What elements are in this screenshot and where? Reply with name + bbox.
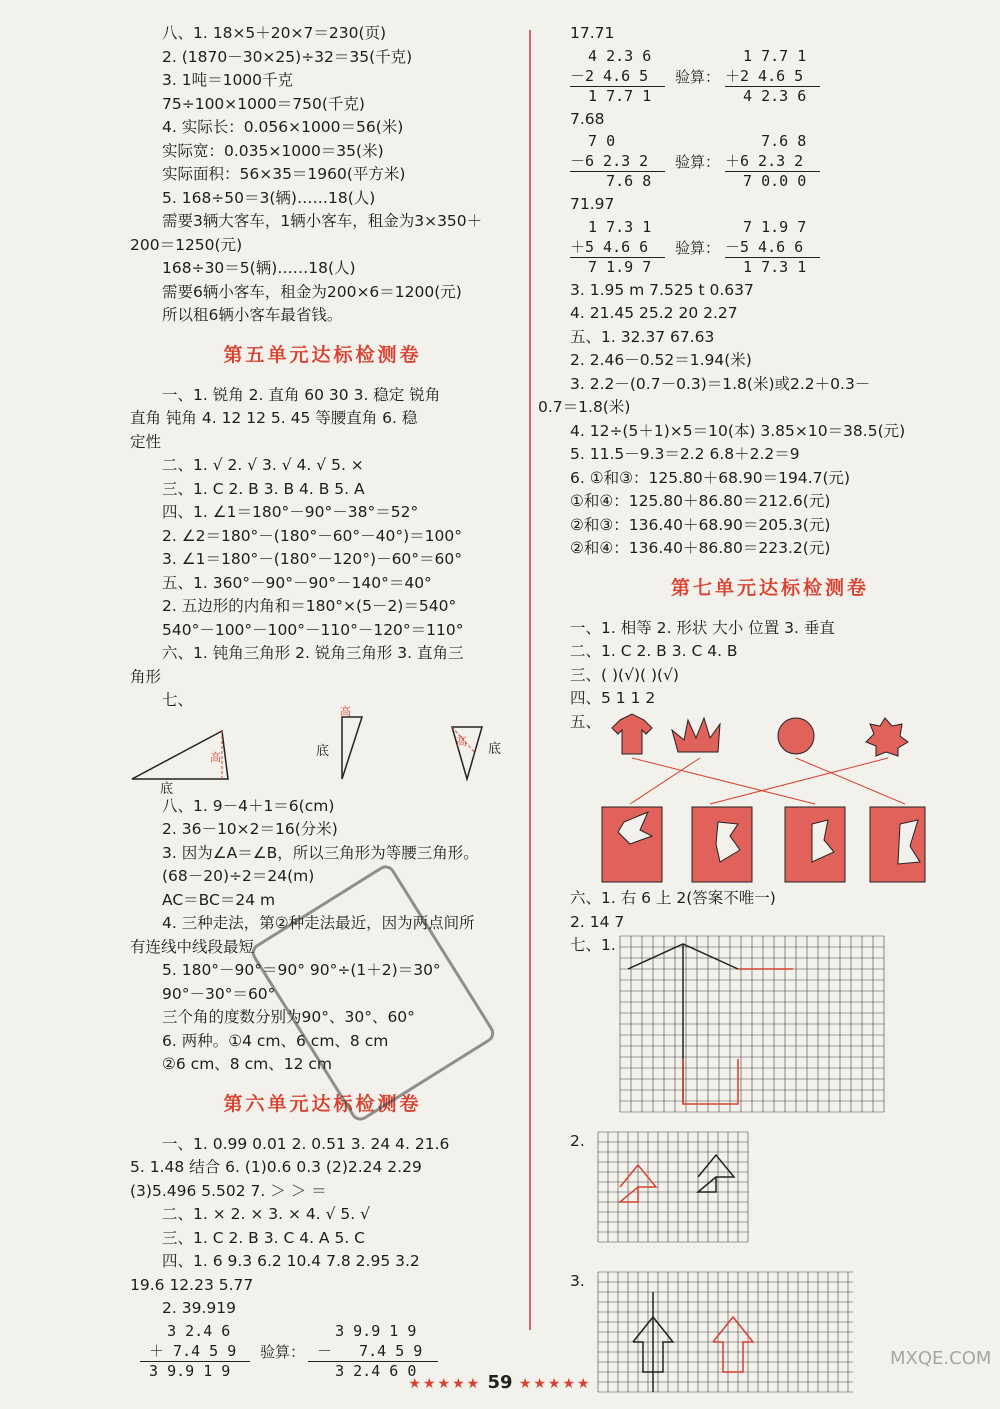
answer-line: 4. 21.45 25.2 20 2.27 bbox=[570, 304, 738, 322]
shirt-shape bbox=[612, 714, 652, 754]
answer-line: 四、1. ∠1＝180°－90°－38°＝52° bbox=[162, 503, 419, 521]
answer-line: 八、1. 18×5＋20×7＝230(页) bbox=[162, 24, 387, 42]
vertical-calculation bbox=[570, 217, 970, 279]
section-title-unit7: 第七单元达标检测卷 bbox=[670, 576, 869, 599]
answer-line: 19.6 12.23 5.77 bbox=[130, 1275, 254, 1294]
answer-line: 二、1. √ 2. √ 3. √ 4. √ 5. × bbox=[162, 456, 364, 474]
flower-cutout bbox=[870, 807, 925, 882]
house-shape-red bbox=[713, 1317, 753, 1372]
lantern-cutout bbox=[692, 807, 752, 882]
unit5-answers bbox=[130, 384, 515, 713]
answer-line: 90°－30°＝60° bbox=[162, 984, 276, 1003]
calc-rule bbox=[725, 86, 820, 87]
verify-label: 验算： bbox=[260, 1342, 306, 1361]
answer-line: 5. 1.48 结合 6. (1)0.6 0.3 (2)2.24 2.29 bbox=[130, 1158, 422, 1176]
calc-rule bbox=[725, 257, 820, 258]
grass-shape bbox=[672, 718, 720, 752]
question-label: 七、1. bbox=[570, 936, 616, 954]
section-title-unit6: 第六单元达标检测卷 bbox=[223, 1092, 422, 1115]
answer-line: 3. ∠1＝180°－(180°－120°)－60°＝60° bbox=[162, 550, 463, 568]
answer-line: 实际面积：56×35＝1960(平方米) bbox=[162, 165, 406, 183]
answer-line: 四、5 1 1 2 bbox=[570, 689, 656, 707]
unit6-answers bbox=[130, 1133, 515, 1321]
answer-line: 三、1. C 2. B 3. C 4. A 5. C bbox=[162, 1228, 365, 1247]
calc-rule bbox=[570, 171, 665, 172]
grid-lines bbox=[620, 936, 884, 1112]
answer-line: ②和③：136.40＋68.90＝205.3(元) bbox=[570, 515, 831, 534]
answer-line: 5. 11.5－9.3＝2.2 6.8＋2.2＝9 bbox=[570, 445, 800, 463]
answer-line: AC＝BC＝24 m bbox=[162, 890, 276, 909]
match-line-4 bbox=[710, 758, 888, 804]
calc-rule bbox=[725, 171, 820, 172]
answer-line: 六、1. 钝角三角形 2. 锐角三角形 3. 直角三 bbox=[162, 644, 464, 662]
height-label-3: 高 bbox=[456, 734, 467, 748]
answer-line: 2. 36－10×2＝16(分米) bbox=[162, 820, 338, 838]
answer-line: 4. 实际长：0.056×1000＝56(米) bbox=[162, 118, 404, 136]
grid-question-1 bbox=[570, 934, 970, 1116]
answer-line: 5. 168÷50＝3(辆)……18(人) bbox=[162, 188, 376, 207]
answer-line: 实际宽：0.035×1000＝35(米) bbox=[162, 141, 384, 160]
answer-line: 6. ①和③：125.80＋68.90＝194.7(元) bbox=[570, 468, 851, 487]
calc-rule bbox=[570, 86, 665, 87]
answer-line: 五、 bbox=[570, 712, 602, 731]
answer-line: 八、1. 9－4＋1＝6(cm) bbox=[162, 796, 335, 815]
site-watermark: MXQE.COM bbox=[890, 1348, 992, 1369]
tree-shape-black bbox=[698, 1155, 734, 1192]
verify-label: 验算： bbox=[675, 153, 721, 171]
answer-line: 角形 bbox=[130, 667, 162, 686]
answer-line: 2. ∠2＝180°－(180°－60°－40°)＝100° bbox=[162, 526, 463, 545]
answer-line: ①和④：125.80＋86.80＝212.6(元) bbox=[570, 492, 831, 510]
verify-label: 验算： bbox=[675, 238, 721, 257]
answer-line: 二、1. C 2. B 3. C 4. B bbox=[570, 642, 738, 660]
answer-block-8 bbox=[130, 22, 515, 328]
calc-left: 4 2.3 6 －2 4.6 5 1 7.7 1 bbox=[570, 46, 652, 105]
answer-line: 2. 五边形的内角和＝180°×(5－2)＝540° bbox=[162, 597, 457, 615]
grid-figure-1 bbox=[620, 936, 890, 1118]
right-triangle bbox=[342, 717, 362, 779]
calc-right: 7.6 8 ＋6 2.3 2 7 0.0 0 bbox=[725, 132, 807, 190]
answer-line: (3)5.496 5.502 7. ＞ ＞ ＝ bbox=[130, 1181, 327, 1200]
answer-line: 17.71 bbox=[570, 24, 615, 42]
answer-line: 2. (1870－30×25)÷32＝35(千克) bbox=[162, 47, 413, 66]
flower-shape bbox=[866, 718, 908, 756]
calc-left: 1 7.3 1 ＋5 4.6 6 7 1.9 7 bbox=[570, 217, 652, 276]
question-label: 3. bbox=[570, 1272, 585, 1290]
vertical-calculation bbox=[570, 46, 970, 108]
answer-line: 71.97 bbox=[570, 195, 615, 213]
answer-line: ②6 cm、8 cm、12 cm bbox=[162, 1055, 332, 1073]
base-label-3: 底 bbox=[488, 741, 502, 757]
stars-left: ★★★★★ bbox=[408, 1376, 482, 1392]
column-divider bbox=[529, 30, 531, 1330]
section-title-unit5: 第五单元达标检测卷 bbox=[223, 343, 422, 366]
answer-line: 七、 bbox=[162, 691, 194, 709]
grid-question-2 bbox=[570, 1130, 970, 1256]
answer-line: 2. 39.919 bbox=[162, 1299, 236, 1317]
answer-line: 二、1. × 2. × 3. × 4. √ 5. √ bbox=[162, 1205, 371, 1223]
answer-line: 3. 2.2－(0.7－0.3)＝1.8(米)或2.2＋0.3－ bbox=[570, 374, 871, 393]
base-label-1: 底 bbox=[160, 781, 174, 797]
calc-left: 7 0 －6 2.3 2 7.6 8 bbox=[570, 132, 652, 190]
verify-label: 验算： bbox=[675, 67, 721, 86]
answer-line: 3. 1.95 m 7.525 t 0.637 bbox=[570, 280, 754, 299]
answer-line: 7.68 bbox=[570, 109, 605, 128]
matching-figure bbox=[600, 712, 930, 887]
calc-right: 1 7.7 1 ＋2 4.6 5 4 2.3 6 bbox=[725, 46, 807, 105]
unit6-answers-continued bbox=[538, 279, 970, 561]
answer-line: 三个角的度数分别为90°、30°、60° bbox=[162, 1008, 415, 1026]
unit7-answers-continued bbox=[570, 887, 970, 934]
answer-line: (68－20)÷2＝24(m) bbox=[162, 867, 315, 885]
answer-line: 五、1. 32.37 67.63 bbox=[570, 327, 715, 346]
left-column bbox=[130, 22, 515, 1383]
answer-line: 直角 钝角 4. 12 12 5. 45 等腰直角 6. 稳 bbox=[130, 409, 418, 427]
answer-line: 75÷100×1000＝750(千克) bbox=[162, 94, 365, 113]
vertical-calculation bbox=[570, 131, 970, 193]
answer-line: 三、( )(√)( )(√) bbox=[570, 665, 679, 684]
answer-line: 所以租6辆小客车最省钱。 bbox=[162, 306, 343, 324]
answer-line: 定性 bbox=[130, 432, 162, 451]
question-label: 2. bbox=[570, 1132, 585, 1150]
answer-line: 一、1. 相等 2. 形状 大小 位置 3. 垂直 bbox=[570, 618, 835, 637]
answer-line: 0.7＝1.8(米) bbox=[538, 398, 631, 416]
answer-line: 需要6辆小客车，租金为200×6＝1200(元) bbox=[162, 282, 462, 301]
calc-left: 3 2.4 6 ＋ 7.4 5 9 3 9.9 1 9 bbox=[149, 1321, 237, 1380]
answer-line: 5. 180°－90°＝90° 90°÷(1＋2)＝30° bbox=[162, 961, 441, 979]
height-label-2: 高 bbox=[340, 704, 351, 718]
lantern-shape bbox=[778, 718, 814, 754]
grass-cutout bbox=[602, 807, 662, 882]
answer-line: 200＝1250(元) bbox=[130, 235, 243, 254]
grid-figure-2 bbox=[598, 1132, 778, 1252]
match-line-1 bbox=[632, 758, 815, 804]
page-number: 59 bbox=[487, 1372, 513, 1393]
answer-line: 需要3辆大客车，1辆小客车，租金为3×350＋ bbox=[162, 212, 483, 230]
page-number-footer bbox=[0, 1372, 1000, 1393]
match-line-3 bbox=[796, 758, 905, 804]
answer-line: 五、1. 360°－90°－90°－140°＝40° bbox=[162, 573, 432, 592]
stars-right: ★★★★★ bbox=[518, 1376, 592, 1392]
answer-line: 六、1. 右 6 上 2(答案不唯一) bbox=[570, 889, 776, 907]
calc-rule bbox=[308, 1361, 438, 1362]
answer-line: 2. 2.46－0.52＝1.94(米) bbox=[570, 351, 752, 369]
height-label-1: 高 bbox=[210, 750, 221, 764]
answer-line: 4. 12÷(5＋1)×5＝10(本) 3.85×10＝38.5(元) bbox=[570, 421, 906, 440]
answer-line: 6. 两种。①4 cm、6 cm、8 cm bbox=[162, 1031, 389, 1050]
calc-rule bbox=[140, 1361, 250, 1362]
calc-right: 3 9.9 1 9 － 7.4 5 9 3 2.4 6 0 bbox=[317, 1321, 423, 1380]
answer-line: ②和④：136.40＋86.80＝223.2(元) bbox=[570, 539, 831, 557]
answer-line: 540°－100°－100°－110°－120°＝110° bbox=[162, 620, 464, 639]
answer-line: 一、1. 锐角 2. 直角 60 30 3. 稳定 锐角 bbox=[162, 385, 441, 404]
triangle-heights-figure bbox=[130, 704, 515, 797]
calc-right: 7 1.9 7 －5 4.6 6 1 7.3 1 bbox=[725, 217, 807, 276]
answer-line: 有连线中线段最短 bbox=[130, 937, 255, 956]
match-line-2 bbox=[630, 758, 700, 804]
answer-line: 4. 三种走法，第②种走法最近，因为两点间所 bbox=[162, 914, 475, 932]
answer-line: 三、1. C 2. B 3. B 4. B 5. A bbox=[162, 479, 365, 498]
answer-line: 3. 1吨＝1000千克 bbox=[162, 71, 294, 89]
right-column bbox=[538, 22, 970, 1396]
shirt-cutout bbox=[785, 807, 845, 882]
calc-rule bbox=[570, 257, 665, 258]
answer-line: 一、1. 0.99 0.01 2. 0.51 3. 24 4. 21.6 bbox=[162, 1134, 450, 1153]
answer-line: 2. 14 7 bbox=[570, 912, 625, 931]
base-label-2: 底 bbox=[316, 743, 330, 759]
answer-line: 四、1. 6 9.3 6.2 10.4 7.8 2.95 3.2 bbox=[162, 1252, 420, 1270]
answer-line: 3. 因为∠A＝∠B，所以三角形为等腰三角形。 bbox=[162, 843, 479, 862]
answer-line: 168÷30＝5(辆)……18(人) bbox=[162, 259, 356, 277]
